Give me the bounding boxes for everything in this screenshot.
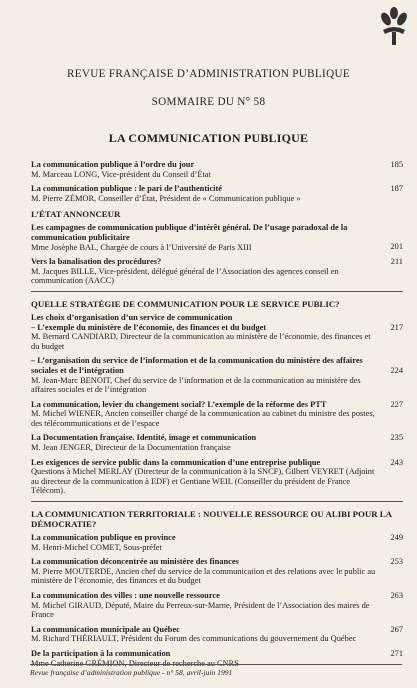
entry-page: 185 xyxy=(390,160,403,169)
section-heading: LA COMMUNICATION TERRITORIALE : NOUVELLE RESSOURCE OU ALIBI POUR LA DÉMOCRATIE? xyxy=(31,509,392,530)
entry-author: M. Richard THÉRIAULT, Président du Forum des communications du gouvernement du Québec xyxy=(31,634,357,644)
toc-entry xyxy=(31,184,403,203)
toc-entry xyxy=(31,591,403,620)
issue-title: SOMMAIRE DU N° 58 xyxy=(151,96,266,108)
entry-page: 253 xyxy=(390,557,403,567)
entry-subtitle: – L’exemple du ministère de l’économie, des finances et du budget xyxy=(31,322,267,332)
toc-entry xyxy=(31,625,403,644)
page-footer: Revue française d’administration publique - n° 58, avril-juin 1991 xyxy=(30,664,402,677)
entry-author: M. Pierre ZÉMOR, Conseiller d’État, Président de « Communication publique » xyxy=(31,193,301,203)
entry-author: M. Pierre MOUTERDE, Ancien chef du service de la communication et des relations avec le public au ministère de l’économie, des finances et du budget xyxy=(31,566,376,586)
entry-title: Les exigences de service public dans la communication d’une entreprise publique xyxy=(31,457,321,467)
entry-author: M. Henri-Michel COMET, Sous-préfet xyxy=(31,542,162,552)
entry-author: Mme Josèphe BAL, Chargée de cours à l’Université de Paris XIII xyxy=(31,242,252,252)
entry-title: La communication publique à l’ordre du jour xyxy=(31,160,195,169)
entry-page: 263 xyxy=(390,591,403,600)
toc-entry xyxy=(31,313,403,351)
toc-entry xyxy=(31,356,403,394)
journal-title: REVUE FRANÇAISE D’ADMINISTRATION PUBLIQUE xyxy=(67,68,350,80)
entry-author: M. Jean JENGER, Directeur de la Documentation française xyxy=(31,443,231,453)
entry-title: Vers la banalisation des procédures? xyxy=(31,257,162,267)
entry-author: M. Bernard CANDIARD, Directeur de la communication au ministère de l’économie, des finances et du budget xyxy=(31,332,371,351)
entry-page: 217 xyxy=(390,322,403,332)
entry-page: 224 xyxy=(390,365,403,375)
entry-page: 187 xyxy=(390,184,403,194)
entry-author: M. Michel GIRAUD, Député, Maire du Perreux-sur-Marne, Président de l’Association des maires de France xyxy=(31,600,370,620)
toc-entry xyxy=(31,160,403,179)
entry-page: 235 xyxy=(390,433,403,443)
entry-title: Les campagnes de communication publique d’intérêt général. De l’usage paradoxal de la communication publicitaire xyxy=(31,223,348,242)
entry-page: 267 xyxy=(390,624,403,634)
publisher-logo-icon xyxy=(377,6,411,46)
table-of-contents xyxy=(31,160,403,673)
toc-entry xyxy=(31,433,403,452)
section-divider xyxy=(31,291,403,292)
entry-author: M. Jacques BILLE, Vice-président, délégué général de l’Association des agences conseil en communication (AACC) xyxy=(31,266,339,286)
entry-title: La communication publique en province xyxy=(31,533,176,543)
entry-page: 227 xyxy=(390,399,403,409)
section-heading: L’ÉTAT ANNONCEUR xyxy=(31,209,121,220)
theme-title: LA COMMUNICATION PUBLIQUE xyxy=(108,131,309,145)
section-divider xyxy=(31,501,403,502)
section-heading: QUELLE STRATÉGIE DE COMMUNICATION POUR LE SERVICE PUBLIC? xyxy=(31,298,340,309)
entry-page: 211 xyxy=(390,257,403,267)
entry-author: M. Marceau LONG, Vice-président du Conseil d’État xyxy=(31,169,211,179)
entry-title: La Documentation française. Identité, image et communication xyxy=(31,433,257,443)
entry-title: – L’organisation du service de l’information et de la communication du ministère des affaires sociales et de l’intégration xyxy=(31,356,363,375)
toc-entry xyxy=(31,257,403,286)
toc-entry xyxy=(31,557,403,586)
entry-title: La communication déconcentrée au ministère des finances xyxy=(31,557,239,567)
entry-title: Les choix d’organisation d’un service de communication xyxy=(31,312,233,322)
entry-title: La communication, levier du changement social? L’exemple de la réforme des PTT xyxy=(31,399,327,409)
entry-page: 249 xyxy=(390,533,403,543)
entry-title: De la participation à la communication xyxy=(31,648,171,658)
entry-page: 243 xyxy=(390,457,403,467)
toc-entry xyxy=(31,400,403,429)
entry-page: 201 xyxy=(390,242,403,252)
entry-author: Mme Catherine GRÉMION, Directeur de recherche au CNRS xyxy=(31,658,239,668)
entry-title: La communication des villes : une nouvelle ressource xyxy=(31,591,220,600)
toc-entry xyxy=(31,458,403,496)
toc-entry xyxy=(31,223,403,252)
entry-title: La communication publique : le pari de l’authenticité xyxy=(31,184,223,194)
entry-page: 271 xyxy=(390,648,403,658)
entry-title: La communication municipale au Québec xyxy=(31,624,180,634)
entry-author: M. Michel WIENER, Ancien conseiller chargé de la communication au cabinet du ministre des postes, des télécommunications et de l’espace xyxy=(31,409,375,428)
entry-author: M. Jean-Marc BENOIT, Chef du service de l’information et de la communication au ministère des affaires sociales et de l’intégration xyxy=(31,375,361,395)
toc-entry xyxy=(31,533,403,552)
entry-author: Questions à Michel MERLAY (Directeur de la communication à la SNCF), Gilbert VEYRET (Adjoint au directeur de la communication à EDF) et Gentiane WEIL (Conseiller du président de France Télécom). xyxy=(31,467,375,496)
